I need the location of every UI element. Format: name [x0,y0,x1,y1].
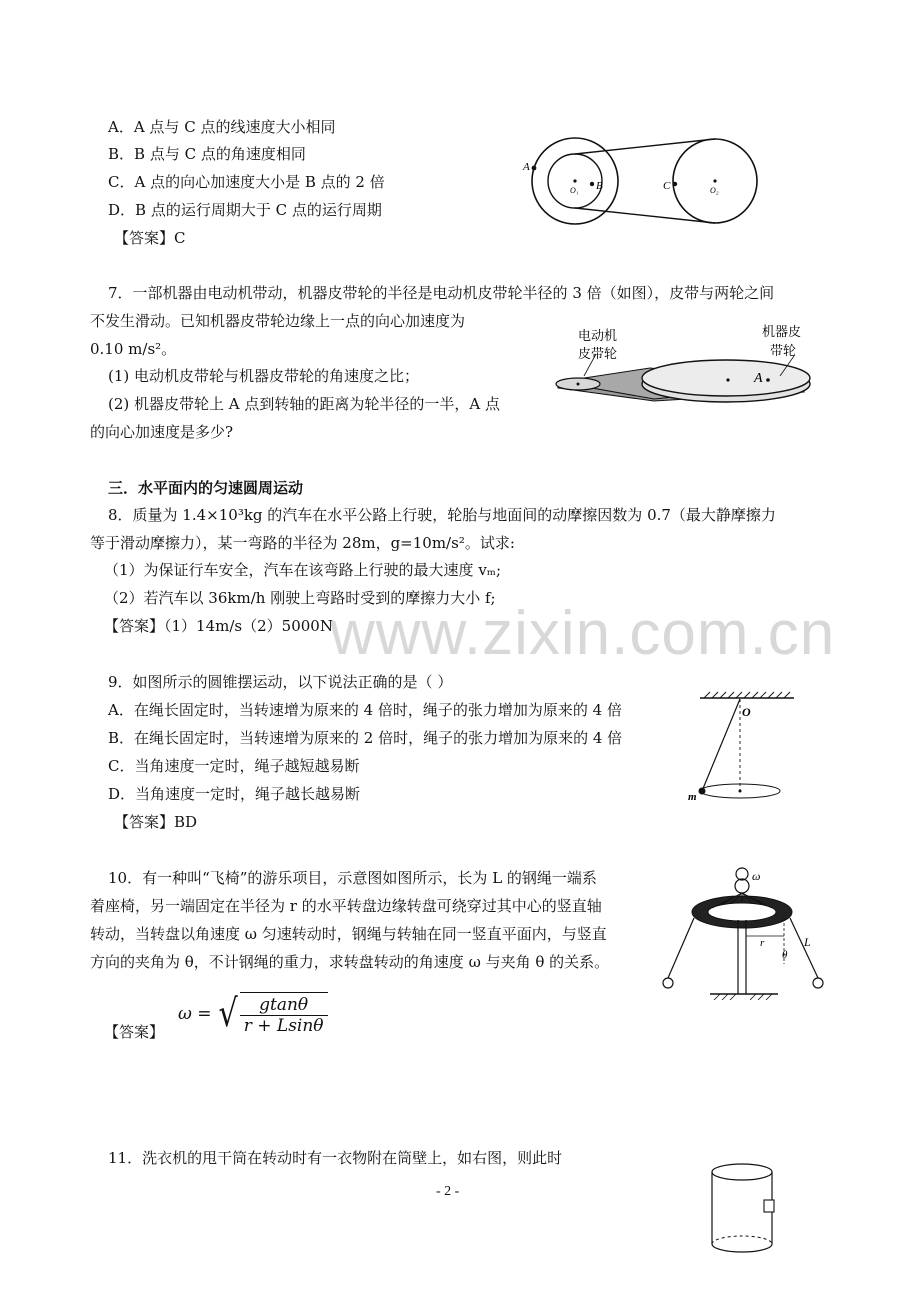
formula-denominator: r + Lsinθ [243,1016,324,1036]
q8-sub1: （1）为保证行车安全，汽车在该弯路上行驶的最大速度 vₘ; [104,561,502,579]
q10-answer-formula [178,992,328,1036]
point-c [673,182,677,186]
point-b [590,182,594,186]
label-l: L [804,935,811,949]
q6-option-b: B．B 点与 C 点的角速度相同 [108,145,306,163]
formula-fraction [240,995,328,1036]
label-c: C [663,180,671,192]
q7-sub2-cont: 的向心加速度是多少? [90,423,234,441]
label-motor-1: 电动机 [578,329,618,344]
formula-lhs: ω = [178,1004,212,1024]
q7-line2: 不发生滑动。已知机器皮带轮边缘上一点的向心加速度为 [90,312,466,330]
q8-answer: 【答案】（1）14m/s（2）5000N [104,617,333,635]
label-b: B [596,180,603,192]
label-motor-2: 皮带轮 [578,347,618,362]
q6-answer: 【答案】C [114,229,186,247]
q9-option-a: A．在绳长固定时，当转速增为原来的 4 倍时，绳子的张力增加为原来的 4 倍 [108,701,622,719]
conical-pendulum-figure [684,690,824,808]
q7-line1: 7．一部机器由电动机带动，机器皮带轮的半径是电动机皮带轮半径的 3 倍（如图），皮带与两轮之间 [108,284,775,302]
label-a: A [754,371,763,386]
label-m: m [688,791,697,803]
q6-option-a: A．A 点与 C 点的线速度大小相同 [108,118,336,136]
dryer-drum-figure [704,1160,784,1260]
point-a [532,166,537,171]
label-o2: O₂ [710,186,719,195]
q7-line3: 0.10 m/s²。 [90,340,177,358]
watermark: www.zixin.com.cn [330,599,836,668]
q10-line2: 着座椅，另一端固定在半径为 r 的水平转盘边缘转盘可绕穿过其中心的竖直轴 [90,897,602,915]
q6-option-d: D．B 点的运行周期大于 C 点的运行周期 [108,201,382,219]
section3-title: 三．水平面内的匀速圆周运动 [108,479,304,497]
belt-top [575,139,715,154]
label-theta: θ [782,949,788,961]
q9-option-c: C．当角速度一定时，绳子越短越易断 [108,757,360,775]
q10-line1: 10．有一种叫“飞椅”的游乐项目，示意图如图所示，长为 L 的钢绳一端系 [108,869,597,887]
clothing-item [764,1200,774,1212]
label-r: r [760,937,765,949]
q10-line4: 方向的夹角为 θ，不计钢绳的重力，求转盘转动的角速度 ω 与夹角 θ 的关系。 [90,953,610,971]
q6-option-c: C．A 点的向心加速度大小是 B 点的 2 倍 [108,173,385,191]
formula-numerator: gtanθ [240,995,328,1016]
sqrt-symbol: √ [217,991,238,1035]
pendulum-bob [699,788,706,795]
q10-line3: 转动，当转盘以角速度 ω 匀速转动时，钢绳与转轴在同一竖直平面内，与竖直 [90,925,607,943]
label-o: O [742,705,751,719]
q9-option-b: B．在绳长固定时，当转速增为原来的 2 倍时，绳子的张力增加为原来的 4 倍 [108,729,623,747]
q9-option-d: D．当角速度一定时，绳子越长越易断 [108,785,361,803]
q9-answer: 【答案】BD [114,813,198,831]
q8-line1: 8．质量为 1.4×10³kg 的汽车在水平公路上行驶，轮胎与地面间的动摩擦因数为 0.7（最大静摩擦力 [108,506,776,524]
label-omega: ω [752,869,761,883]
label-machine-2: 带轮 [770,344,797,359]
label-o1: O₁ [570,186,579,195]
q10-answer-label: 【答案】 [104,1023,165,1041]
q8-sub2: （2）若汽车以 36km/h 刚驶上弯路时受到的摩擦力大小 f; [104,589,496,607]
page-number: - 2 - [436,1184,460,1199]
q7-sub2: (2) 机器皮带轮上 A 点到转轴的距离为轮半径的一半，A 点 [108,395,500,413]
label-a: A [523,161,530,173]
belt-bottom [575,208,715,223]
q8-line2: 等于滑动摩擦力），某一弯路的半径为 28m，g=10m/s²。试求: [90,534,515,552]
label-machine-1: 机器皮 [762,325,802,340]
q9-stem: 9．如图所示的圆锥摆运动，以下说法正确的是（ ） [108,673,453,691]
flying-chair-figure [658,866,830,1000]
motor-belt-figure [554,318,814,408]
q11-line1: 11．洗衣机的甩干筒在转动时有一衣物附在筒壁上，如右图，则此时 [108,1149,563,1167]
q7-sub1: (1) 电动机皮带轮与机器皮带轮的角速度之比； [108,367,420,385]
belt-pulley-figure [518,130,778,232]
